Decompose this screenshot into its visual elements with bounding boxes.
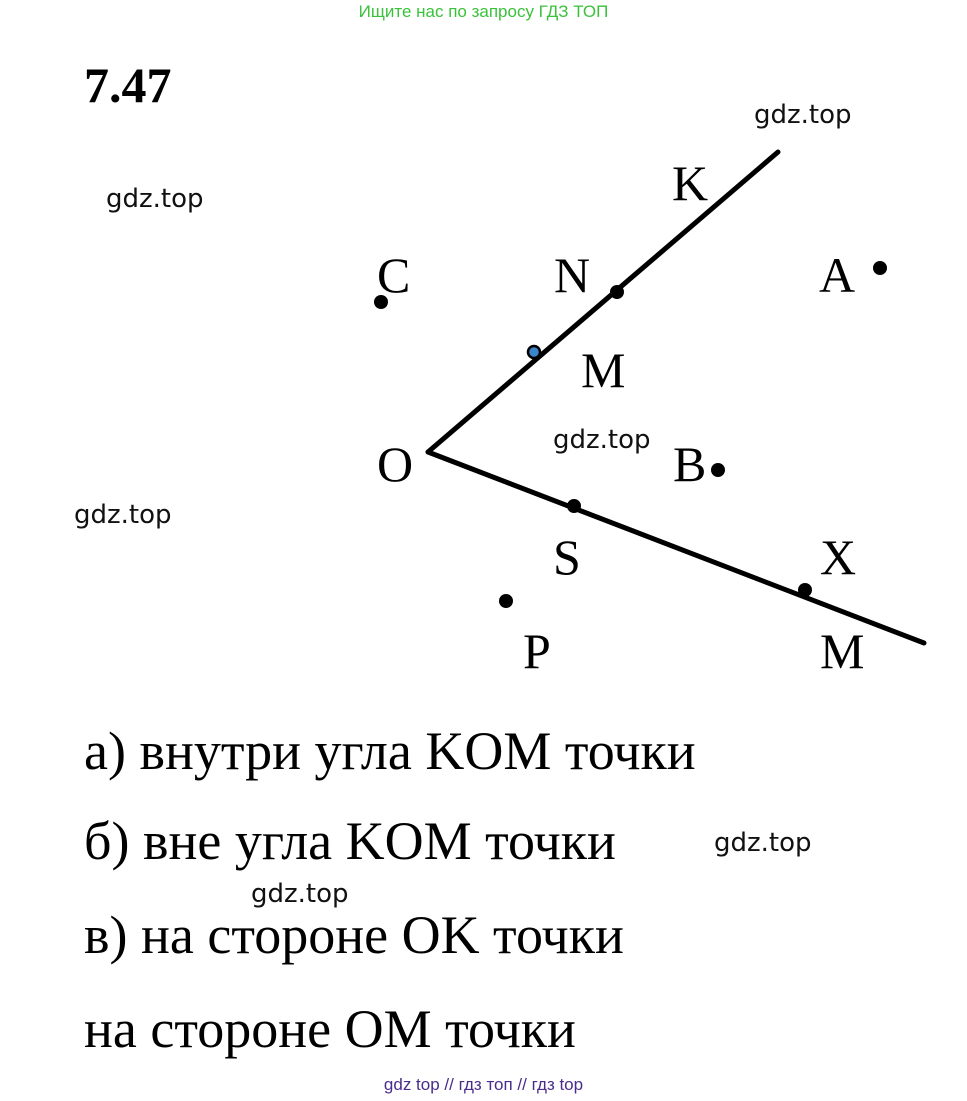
watermark: gdz.top <box>553 425 651 455</box>
point-n <box>610 285 624 299</box>
answer-inside-angle: а) внутри угла KOM точки <box>84 721 696 781</box>
watermark: gdz.top <box>106 184 204 214</box>
point-b <box>711 463 725 477</box>
ray-ok <box>428 152 778 452</box>
watermark: gdz.top <box>714 828 812 858</box>
label-k: K <box>672 155 709 211</box>
answer-on-side-om: на стороне OM точки <box>84 999 576 1059</box>
point-x <box>798 583 812 597</box>
label-s: S <box>553 529 581 585</box>
footer-links[interactable]: gdz top // гдз топ // гдз top <box>383 1075 584 1094</box>
label-b: B <box>673 436 707 492</box>
label-x: X <box>820 529 857 585</box>
watermark: gdz.top <box>754 100 852 130</box>
label-o: O <box>377 436 414 492</box>
answer-outside-angle: б) вне угла KOM точки <box>84 811 616 871</box>
label-m-ray: M <box>820 623 865 679</box>
watermark: gdz.top <box>74 500 172 530</box>
answer-on-side-ok: в) на стороне OK точки <box>84 905 624 965</box>
point-p <box>499 594 513 608</box>
point-a <box>873 261 887 275</box>
watermark: gdz.top <box>251 879 349 909</box>
point-m <box>528 346 540 358</box>
point-s <box>567 499 581 513</box>
label-n: N <box>554 247 591 303</box>
task-number: 7.47 <box>84 57 172 113</box>
label-c: C <box>377 247 411 303</box>
label-p: P <box>523 623 551 679</box>
label-a: A <box>819 247 856 303</box>
search-banner[interactable]: Ищите нас по запросу ГДЗ ТОП <box>358 2 609 21</box>
label-m-inner: M <box>581 342 626 398</box>
